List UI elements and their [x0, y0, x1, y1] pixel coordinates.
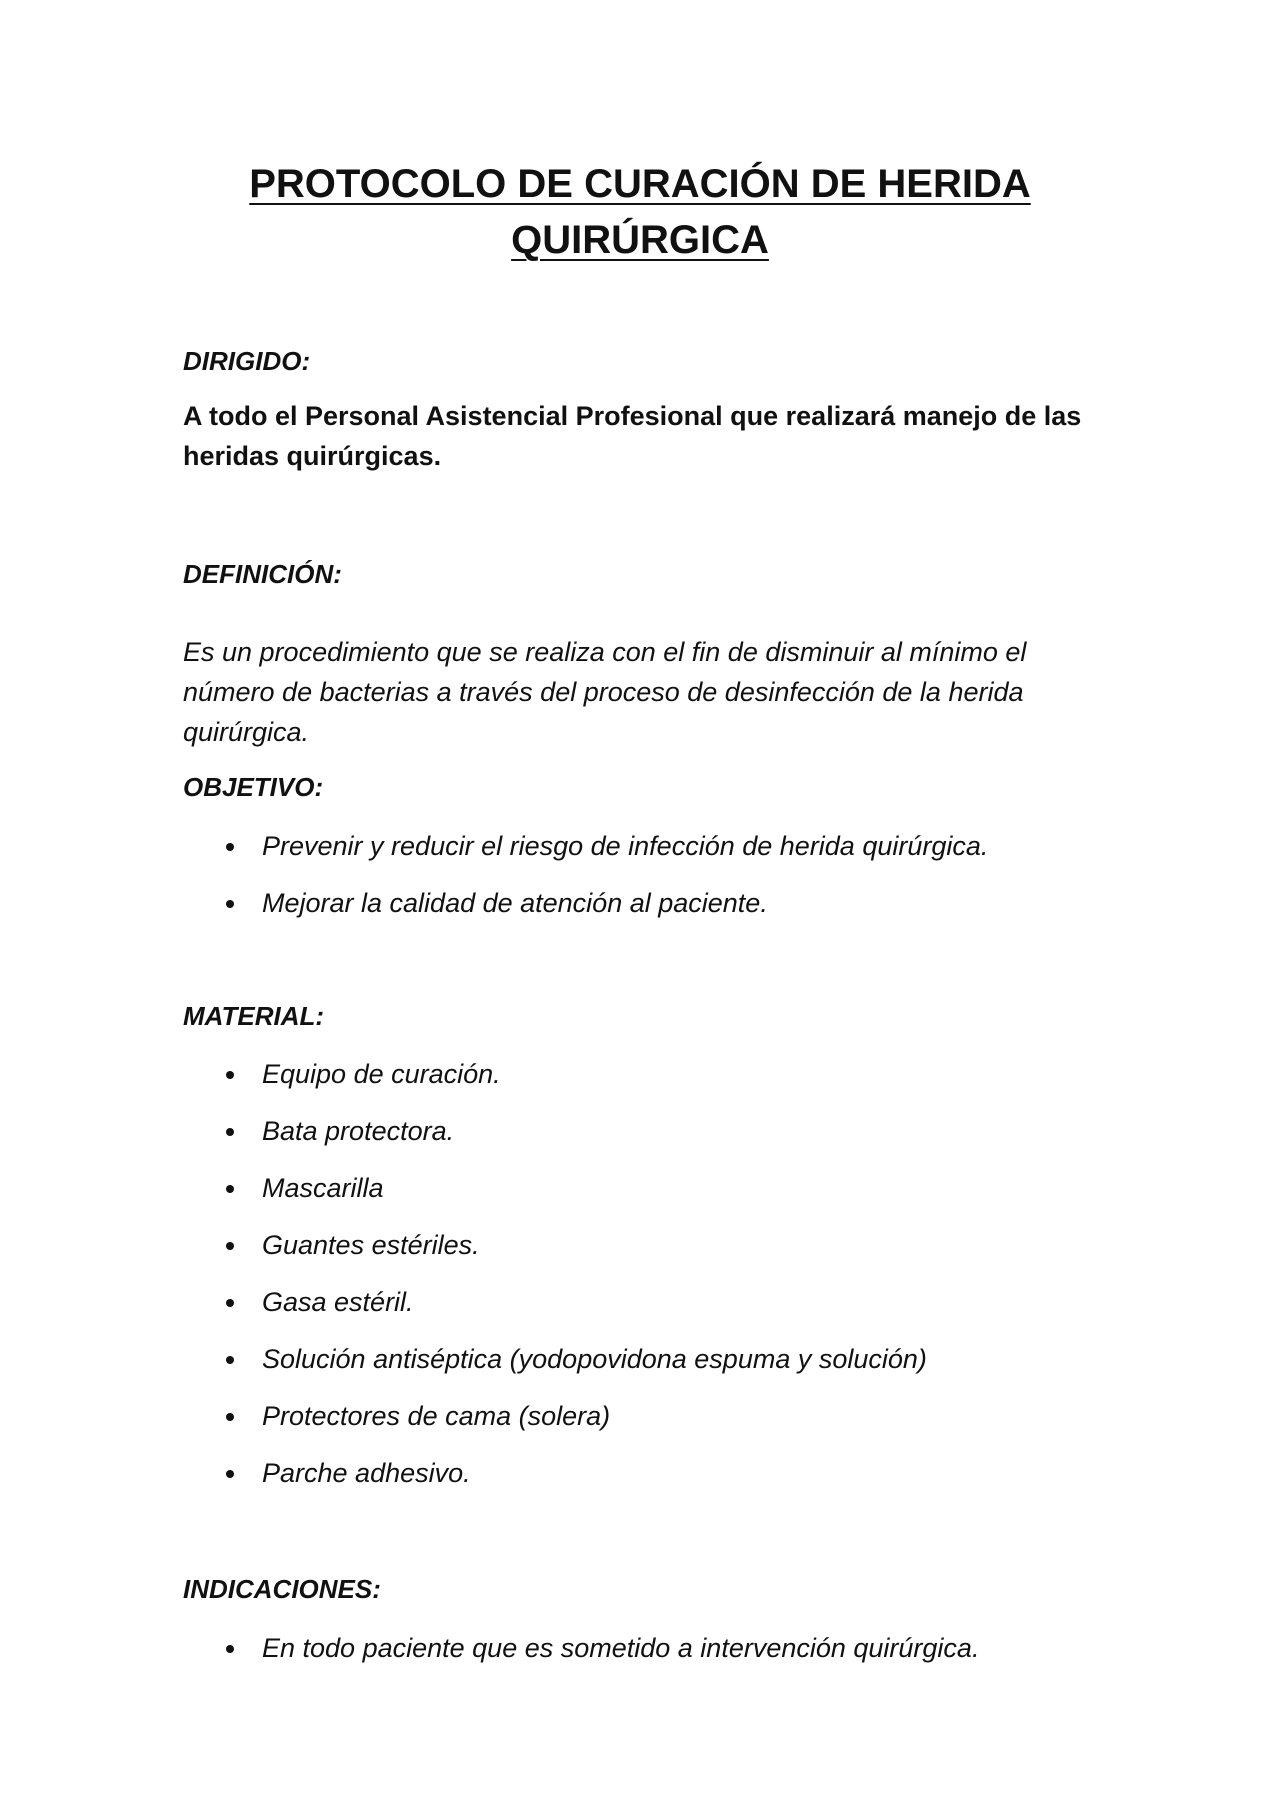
bullet-icon — [226, 843, 234, 851]
list-item — [0, 1111, 1280, 1168]
bullet-icon — [226, 1071, 234, 1079]
list-item — [0, 1396, 1280, 1453]
objetivo-item-text: Prevenir y reducir el riesgo de infección de herida quirúrgica. — [262, 831, 989, 861]
bullet-icon — [226, 1356, 234, 1364]
bullet-icon — [226, 1185, 234, 1193]
bullet-icon — [226, 1645, 234, 1653]
list-item — [0, 1054, 1280, 1111]
material-item-text: Protectores de cama (solera) — [262, 1401, 611, 1431]
bullet-icon — [226, 1299, 234, 1307]
material-item-text: Equipo de curación. — [262, 1059, 501, 1089]
material-item-text: Parche adhesivo. — [262, 1458, 471, 1488]
indicaciones-list — [0, 1628, 1280, 1685]
list-item — [0, 1225, 1280, 1282]
list-item — [0, 826, 1280, 883]
objetivo-heading: OBJETIVO: — [183, 772, 324, 802]
objetivo-item-text: Mejorar la calidad de atención al paciente. — [262, 888, 768, 918]
material-item-text: Guantes estériles. — [262, 1230, 480, 1260]
material-heading: MATERIAL: — [183, 1001, 325, 1031]
document-title-line-2: QUIRÚRGICA — [511, 218, 769, 262]
list-item — [0, 1453, 1280, 1510]
list-item — [0, 1168, 1280, 1225]
bullet-icon — [226, 1242, 234, 1250]
indicaciones-item-text: En todo paciente que es sometido a intervención quirúrgica. — [262, 1633, 980, 1663]
material-item-text: Gasa estéril. — [262, 1287, 414, 1317]
material-item-text: Bata protectora. — [262, 1116, 455, 1146]
dirigido-text: A todo el Personal Asistencial Profesional que realizará manejo de las heridas quirúrgicas. — [183, 401, 1082, 471]
definicion-text: Es un procedimiento que se realiza con el fin de disminuir al mínimo el número de bacterias a través del proceso de desinfección de la herida quirúrgica. — [183, 637, 1027, 747]
bullet-icon — [226, 1470, 234, 1478]
list-item — [0, 883, 1280, 940]
list-item — [0, 1339, 1280, 1396]
definicion-heading: DEFINICIÓN: — [183, 559, 342, 589]
bullet-icon — [226, 900, 234, 908]
document-title-line-1: PROTOCOLO DE CURACIÓN DE HERIDA — [249, 162, 1031, 206]
material-item-text: Mascarilla — [262, 1173, 384, 1203]
material-list — [0, 1054, 1280, 1510]
dirigido-heading: DIRIGIDO: — [183, 346, 311, 376]
list-item — [0, 1628, 1280, 1685]
indicaciones-heading: INDICACIONES: — [183, 1574, 381, 1604]
list-item — [0, 1282, 1280, 1339]
bullet-icon — [226, 1128, 234, 1136]
material-item-text: Solución antiséptica (yodopovidona espuma y solución) — [262, 1344, 927, 1374]
objetivo-list — [0, 826, 1280, 940]
bullet-icon — [226, 1413, 234, 1421]
